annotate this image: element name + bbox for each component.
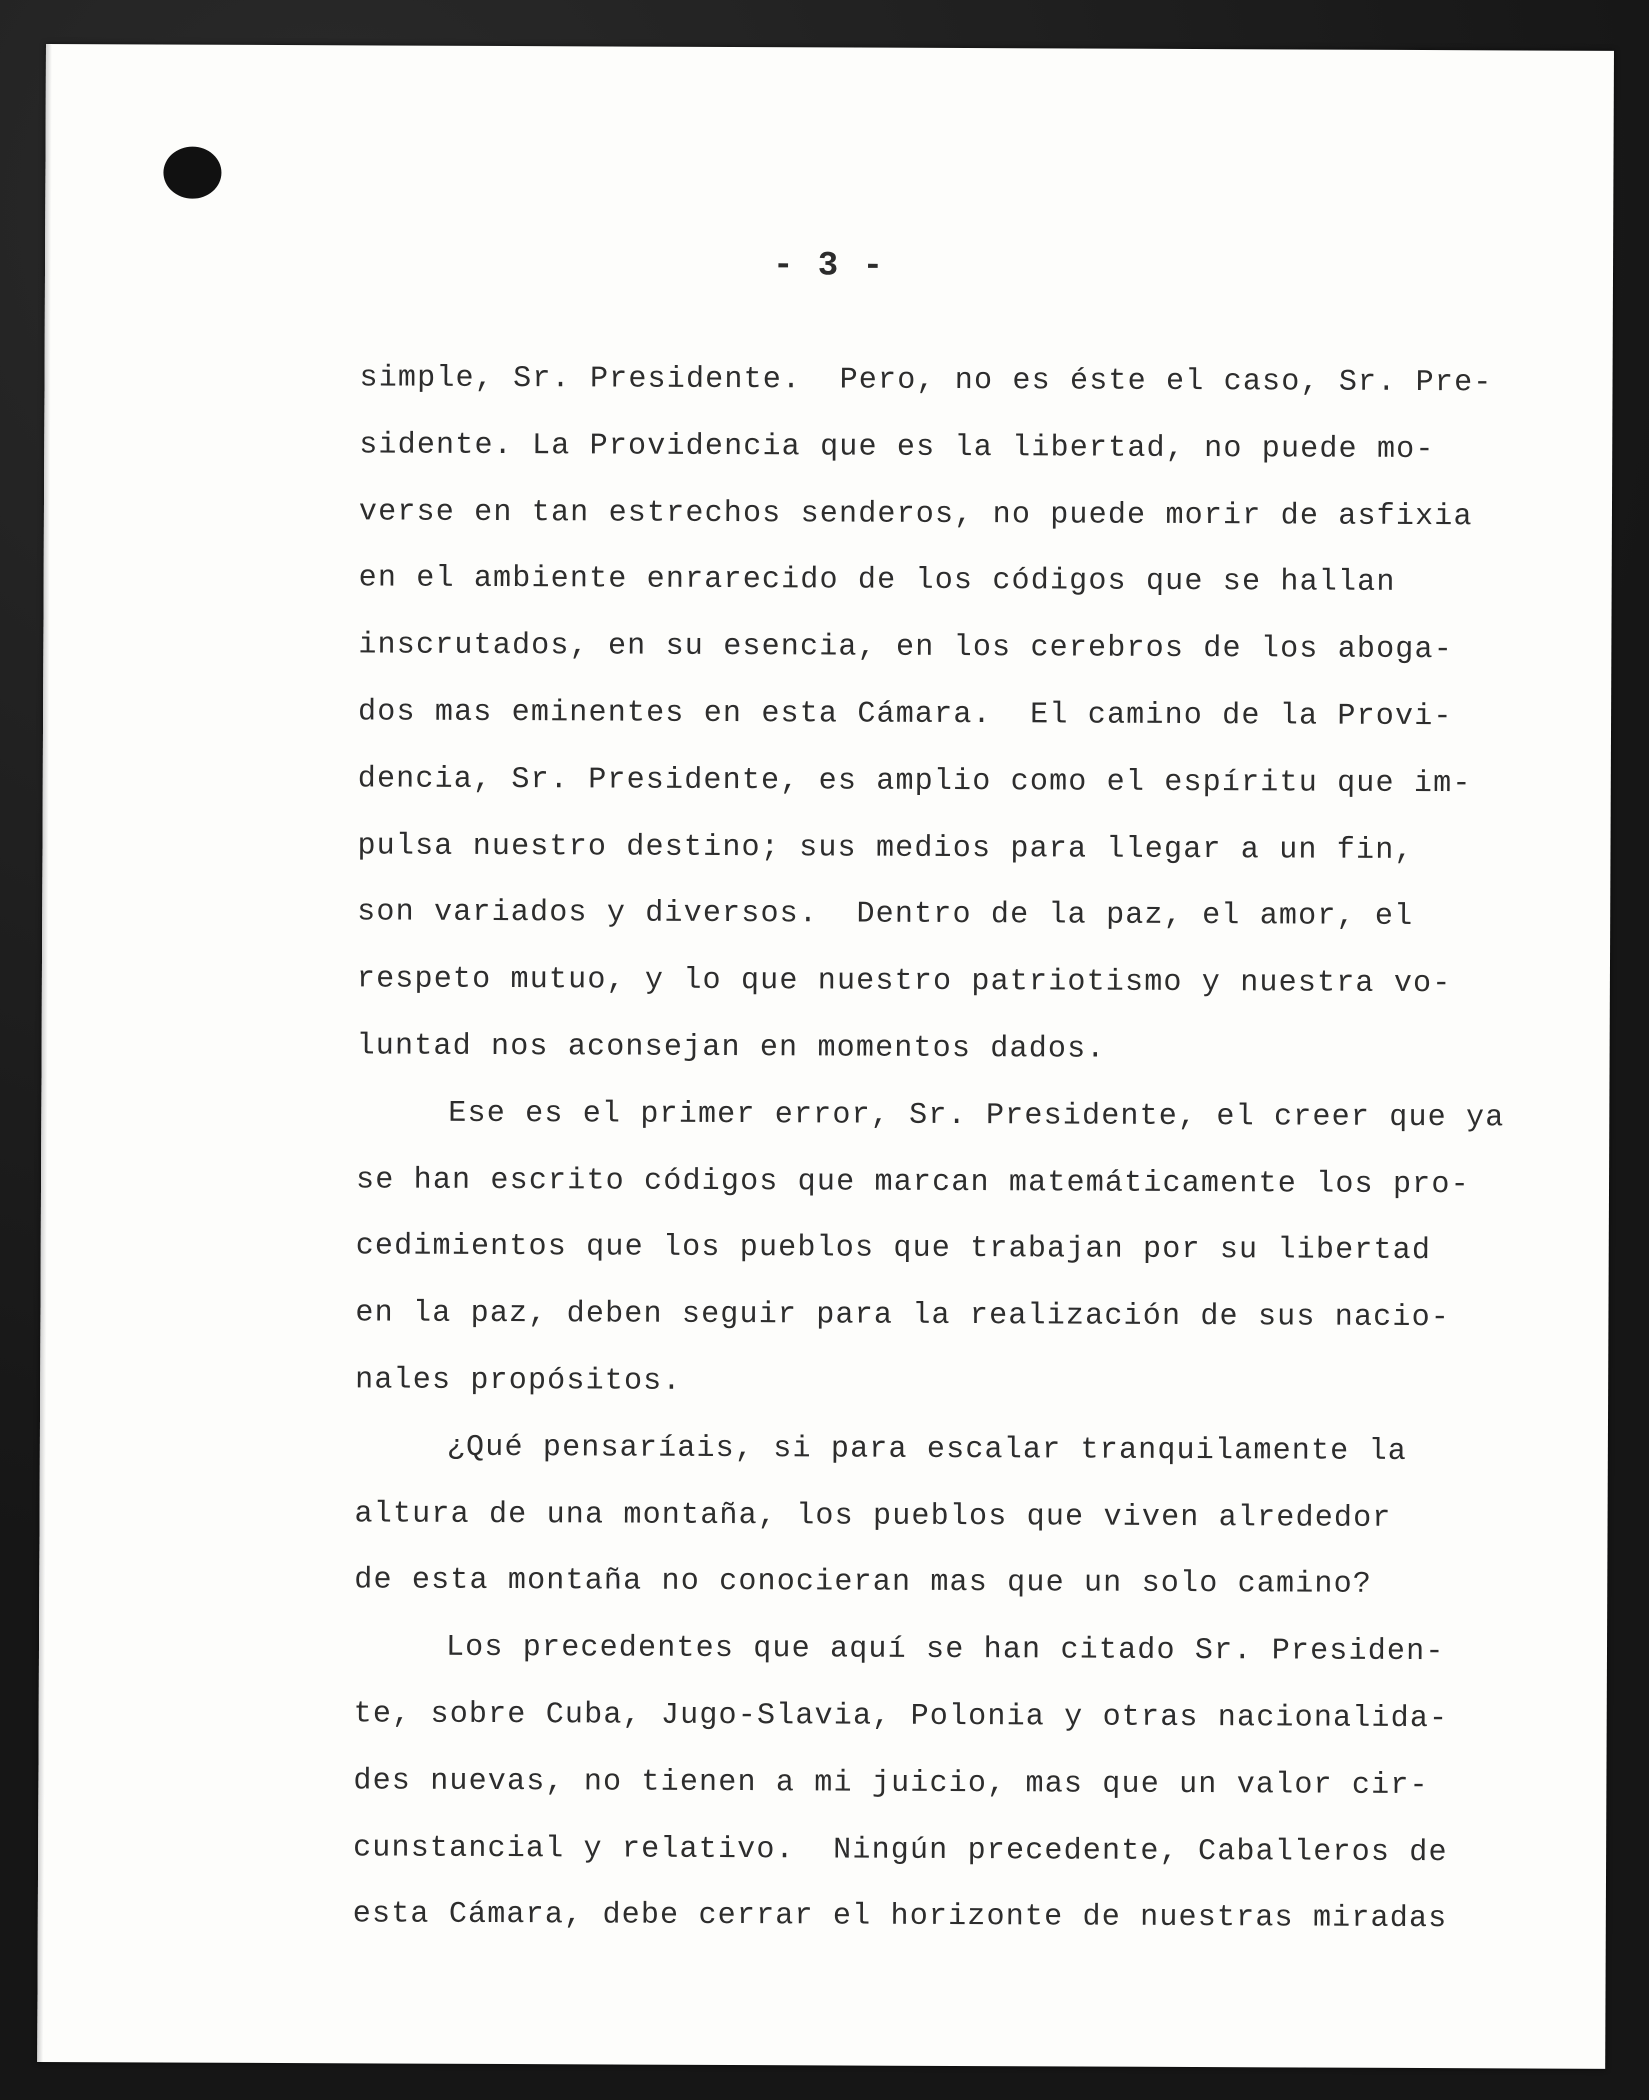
text-line: esta Cámara, debe cerrar el horizonte de nuestras miradas [352, 1897, 1448, 1937]
text-line: cedimientos que los pueblos que trabajan por su libertad [355, 1229, 1432, 1269]
text-line: dencia, Sr. Presidente, es amplio como el espíritu que im- [357, 762, 1472, 802]
text-line: simple, Sr. Presidente. Pero, no es éste el caso, Sr. Pre- [359, 361, 1493, 401]
text-line: altura de una montaña, los pueblos que viven alrededor [354, 1496, 1392, 1536]
page-number: - 3 - [772, 247, 886, 286]
text-line: dos mas eminentes en esta Cámara. El camino de la Provi- [358, 695, 1453, 735]
text-line: verse en tan estrechos senderos, no puede morir de asfixia [358, 494, 1473, 534]
paragraph-start-line: Ese es el primer error, Sr. Presidente, el creer que ya [448, 1096, 1505, 1136]
text-line: son variados y diversos. Dentro de la paz, el amor, el [357, 895, 1414, 935]
text-line: pulsa nuestro destino; sus medios para llegar a un fin, [357, 828, 1414, 868]
text-line: te, sobre Cuba, Jugo-Slavia, Polonia y otras nacionalida- [353, 1697, 1449, 1737]
text-line: inscrutados, en su esencia, en los cerebros de los aboga- [358, 628, 1454, 668]
text-line: sidente. La Providencia que es la libertad, no puede mo- [359, 428, 1435, 467]
text-line: cunstancial y relativo. Ningún precedente, Caballeros de [353, 1830, 1448, 1870]
text-line: des nuevas, no tienen a mi juicio, mas que un valor cir- [353, 1764, 1429, 1803]
text-line: luntad nos aconsejan en momentos dados. [356, 1029, 1106, 1067]
text-line: en el ambiente enrarecido de los códigos que se hallan [358, 561, 1396, 601]
text-line: respeto mutuo, y lo que nuestro patriotismo y nuestra vo- [356, 962, 1452, 1002]
text-line: se han escrito códigos que marcan matemáticamente los pro- [355, 1162, 1470, 1202]
paragraph-start-line: ¿Qué pensaríais, si para escalar tranquilamente la [446, 1430, 1408, 1469]
text-line: nales propósitos. [355, 1363, 682, 1399]
paragraph-start-line: Los precedentes que aquí se han citado Sr. Presiden- [445, 1630, 1445, 1670]
punch-hole [163, 147, 221, 199]
text-line: de esta montaña no conocieran mas que un solo camino? [354, 1563, 1373, 1603]
body-text [353, 345, 1540, 1953]
document-page [37, 44, 1614, 2069]
text-line: en la paz, deben seguir para la realización de sus nacio- [355, 1296, 1451, 1336]
